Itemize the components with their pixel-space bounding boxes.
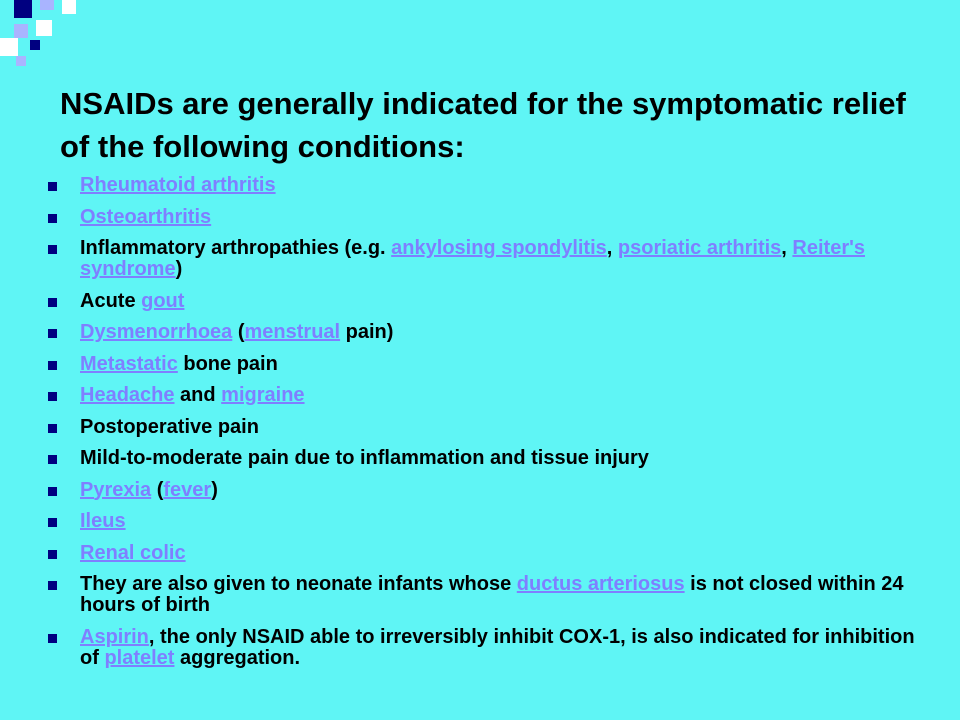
item-text: ) (211, 478, 218, 501)
condition-link[interactable]: Ileus (80, 510, 126, 532)
item-text: aggregation. (174, 646, 301, 669)
item-text: Inflammatory arthropathies (e.g. (80, 237, 392, 259)
bullet-icon (48, 182, 57, 191)
bullet-icon (48, 487, 57, 496)
item-text: , (606, 237, 618, 259)
item-text: and (174, 384, 222, 406)
bullet-icon (48, 455, 57, 464)
item-text: is not closed within 24 hours of birth (80, 573, 904, 616)
item-text: ) (175, 258, 183, 280)
item-text: Acute (80, 289, 142, 312)
condition-link[interactable]: Reiter's syndrome (80, 237, 865, 280)
list-item (48, 448, 928, 469)
list-item (48, 385, 928, 406)
condition-link[interactable]: ankylosing spondylitis (391, 237, 607, 259)
condition-link[interactable]: Renal colic (80, 541, 186, 564)
decor-square-white (62, 0, 76, 14)
item-text: , the only NSAID able to irreversibly inhibit COX-1, is also indicated for inhibition of (80, 625, 915, 669)
bullet-icon (48, 634, 57, 643)
item-text: ( (151, 478, 164, 501)
bullet-icon (48, 518, 57, 527)
condition-link[interactable]: ductus arteriosus (516, 573, 685, 595)
condition-link[interactable]: migraine (221, 384, 305, 406)
bullet-icon (48, 581, 57, 590)
item-text: Mild-to-moderate pain due to inflammation and tissue injury (80, 447, 649, 469)
condition-link[interactable]: Rheumatoid arthritis (80, 174, 276, 196)
condition-link[interactable]: Aspirin (80, 625, 149, 648)
list-item (48, 574, 928, 616)
condition-link[interactable]: gout (141, 289, 185, 312)
item-text: Postoperative pain (80, 415, 259, 438)
item-text: , (781, 237, 793, 259)
item-text: They are also given to neonate infants whose (80, 573, 517, 595)
decor-square-lavender (14, 24, 28, 38)
bullet-icon (48, 214, 57, 223)
conditions-list (48, 175, 928, 679)
condition-link[interactable]: Metastatic (80, 352, 178, 375)
list-item (48, 417, 928, 438)
bullet-icon (48, 550, 57, 559)
condition-link[interactable]: platelet (104, 646, 175, 669)
condition-link[interactable]: psoriatic arthritis (617, 237, 782, 259)
bullet-icon (48, 245, 57, 254)
list-item (48, 480, 928, 501)
condition-link[interactable]: Pyrexia (80, 478, 152, 501)
bullet-icon (48, 361, 57, 370)
decor-square-navy (30, 40, 40, 50)
bullet-icon (48, 298, 57, 307)
decor-square-white (0, 38, 18, 56)
bullet-icon (48, 329, 57, 338)
condition-link[interactable]: menstrual (244, 321, 341, 343)
bullet-icon (48, 424, 57, 433)
condition-link[interactable]: fever (163, 478, 212, 501)
list-item (48, 511, 928, 532)
list-item (48, 354, 928, 375)
condition-link[interactable]: Osteoarthritis (80, 205, 212, 228)
decor-square-white (36, 20, 52, 36)
decor-square-lavender (16, 56, 26, 66)
list-item (48, 175, 928, 196)
decor-square-lavender (40, 0, 54, 10)
item-text: pain) (340, 321, 394, 343)
list-item (48, 291, 928, 312)
list-item (48, 627, 928, 669)
item-text: ( (232, 321, 245, 343)
condition-link[interactable]: Headache (80, 384, 175, 406)
list-item (48, 543, 928, 564)
bullet-icon (48, 392, 57, 401)
decor-square-navy (14, 0, 32, 18)
list-item (48, 322, 928, 343)
list-item (48, 238, 928, 280)
condition-link[interactable]: Dysmenorrhoea (80, 321, 233, 343)
list-item (48, 207, 928, 228)
corner-decoration (0, 0, 80, 80)
item-text: bone pain (177, 352, 278, 375)
slide-title: NSAIDs are generally indicated for the symptomatic relief of the following conditions: (60, 86, 906, 164)
